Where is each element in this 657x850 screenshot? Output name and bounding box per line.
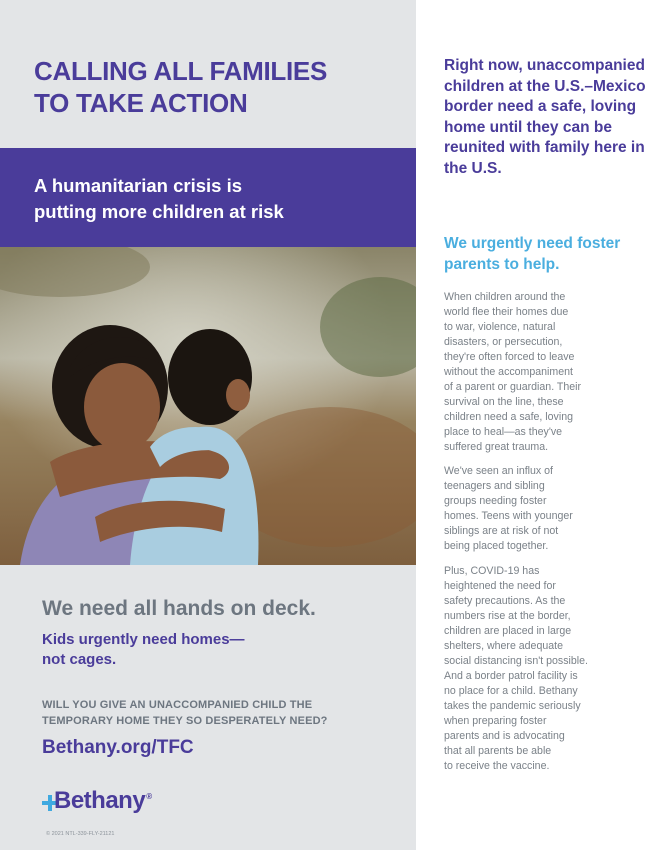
all-hands-heading: We need all hands on deck.: [42, 597, 316, 620]
website-link[interactable]: Bethany.org/TFC: [42, 737, 194, 758]
body-paragraph: We've seen an influx of teenagers and sibling groups needing foster homes. Teens with younger siblings are at risk of not being placed together.: [444, 465, 573, 552]
children-hugging-photo: [0, 247, 416, 565]
crisis-band-text: A humanitarian crisis is putting more children at risk: [34, 175, 284, 222]
urgent-foster-text: We urgently need foster parents to help.: [444, 235, 621, 273]
crisis-band: [0, 148, 416, 247]
right-lead-text: Right now, unaccompanied children at the U.S.–Mexico border need a safe, loving home until they can be reunited with family here in the U.S.: [444, 57, 646, 177]
headline: CALLING ALL FAMILIES TO TAKE ACTION: [34, 56, 327, 118]
kids-need-homes-text: Kids urgently need homes— not cages.: [42, 631, 245, 668]
body-paragraph: When children around the world flee their homes due to war, violence, natural disasters, or persecution, they're often forced to leave without the accompaniment of a parent or guardian. Their survival on the line, these children need a safe, loving place to heal—as they've suffered great trauma.: [444, 291, 582, 453]
bethany-logo: [42, 785, 172, 821]
body-paragraph: Plus, COVID-19 has heightened the need for safety precautions. As the numbers rise at the border, children are placed in large shelters, where adequate social distancing isn't possible. And a border patrol facility is no place for a child. Bethany takes the pandemic seriously when preparing foster parents and is advocating that all parents be able to receive the vaccine.: [444, 565, 588, 772]
logo-wordmark: Bethany®: [54, 787, 152, 814]
print-code-footnote: © 2021 NTL-339-FLY-21121: [46, 831, 115, 837]
call-to-action-question: WILL YOU GIVE AN UNACCOMPANIED CHILD THE TEMPORARY HOME THEY SO DESPERATELY NEED?: [42, 699, 328, 727]
right-panel: [416, 0, 657, 850]
